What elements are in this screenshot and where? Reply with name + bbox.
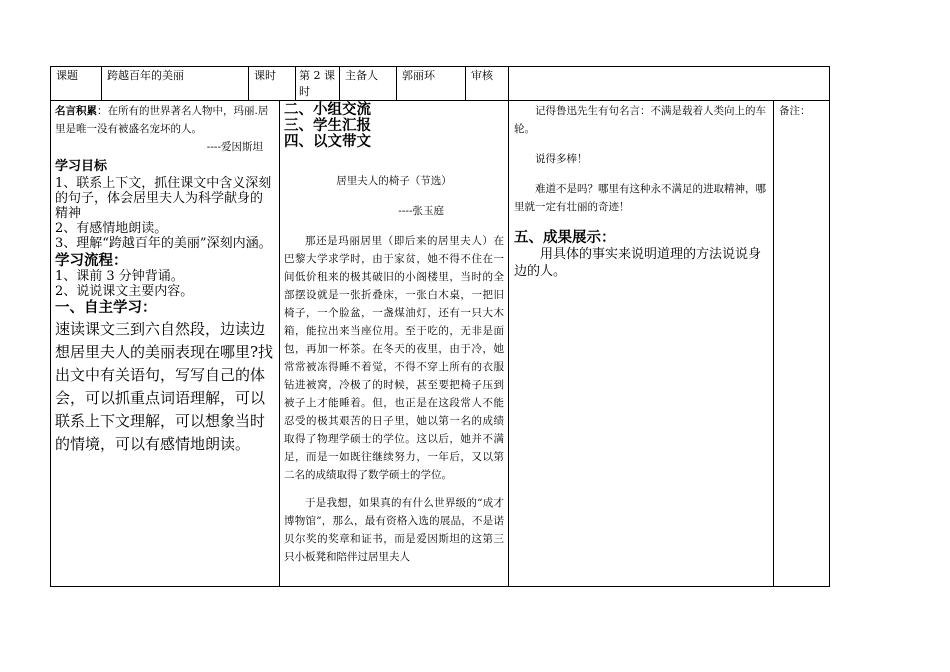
comment-paragraph: 难道不是吗？哪里有这种永不满足的进取精神，哪里就一定有壮丽的奇迹！ [514,183,766,213]
body-col-line [773,100,774,587]
header-col-line [339,66,340,100]
goal-item: 2、有感情地朗读。 [55,221,168,236]
section-3-title: 三、学生汇报 [284,117,371,134]
column-3 [514,102,768,280]
preparer-value: 郭丽环 [402,69,435,82]
header-col-line [396,66,397,100]
process-title: 学习流程： [55,252,128,269]
column-4 [779,102,827,120]
process-item: 1、课前 3 分钟背诵。 [55,269,184,284]
article-paragraph: 那还是玛丽居里（即后来的居里夫人）在巴黎大学求学时，由于家贫，她不得不住在一间低价租来的极其破旧的小阁楼里，当时的全部摆设就是一张折叠床，一张白木桌，一把旧椅子，一个脸盆，一盏煤油灯，还有一只大木箱，能拉出来当座位用。至于吃的，无非是面包，再加一杯茶。在冬天的夜里，由于冷，她常常被冻得睡不着觉，不得不穿上所有的衣服钻进被窝，冷极了的时候，甚至要把椅子压到被子上才能睡着。但，也正是在这段常人不能忍受的极其艰苦的日子里，她以第一名的成绩取得了物理学硕士的学位。这以后，她并不满足，而是一如既往继续努力，一年后，又以第二名的成绩取得了数学硕士的学位。 [284,235,504,481]
column-1 [55,102,275,456]
header-col-line [465,66,466,100]
label-preparer: 主备人 [345,69,378,82]
section-4-title: 四、以文带文 [284,133,371,150]
label-period: 课时 [254,69,276,82]
label-review: 审核 [471,69,493,82]
quote-author: ----爱因斯坦 [206,141,263,153]
header-col-line [101,66,102,100]
process-item: 2、说说课文主要内容。 [55,284,194,299]
famous-quote [55,102,275,138]
section-5-title: 五、成果展示： [514,229,616,246]
section-5-text: 用具体的事实来说明道理的方法说说身边的人。 [514,247,762,279]
body-col-line [279,100,280,587]
header-col-line [248,66,249,100]
section-1-text: 速读课文三到六自然段，边读边想居里夫人的美丽表现在哪里?找出文中有关语句，写写自己的体会，可以抓重点词语理解，可以联系上下文理解，可以想象当时的情境，可以有感情地朗读。 [55,320,274,453]
article-title: 居里夫人的椅子（节选） [336,175,452,187]
goal-item: 3、理解“跨越百年的美丽”深刻内涵。 [55,236,272,251]
label-topic: 课题 [56,69,78,82]
comment-line: 说得多棒！ [535,153,588,165]
header-divider [50,100,830,101]
goal-item: 1、联系上下文，抓住课文中含义深刻的句子，体会居里夫人为科学献身的精神 [55,176,272,221]
lu-xun-quote: 记得鲁迅先生有句名言：不满是载着人类向上的车轮。 [514,105,766,135]
quote-text: ：在所有的世界著名人物中，玛丽.居里是唯一没有被盛名宠坏的人。 [55,105,269,135]
header-col-line [295,66,296,100]
section-2-title: 二、小组交流 [284,101,371,118]
notes-label: 备注： [779,105,811,117]
article-paragraph: 于是我想，如果真的有什么世界级的“成才博物馆”，那么，最有资格入选的展品，不是诺贝尔奖的奖章和证书，而是爱因斯坦的这第三只小板凳和陪伴过居里夫人 [284,497,504,563]
period-value: 第 2 课时 [299,69,335,98]
goals-title: 学习目标 [55,159,108,174]
header-col-line [508,66,509,100]
topic-value: 跨越百年的美丽 [107,69,184,82]
quote-label: 名言积累 [55,105,97,117]
article-author: ----张玉庭 [398,205,444,217]
column-2 [284,102,504,566]
section-1-title: 一、自主学习： [55,299,157,316]
body-col-line [508,100,509,587]
